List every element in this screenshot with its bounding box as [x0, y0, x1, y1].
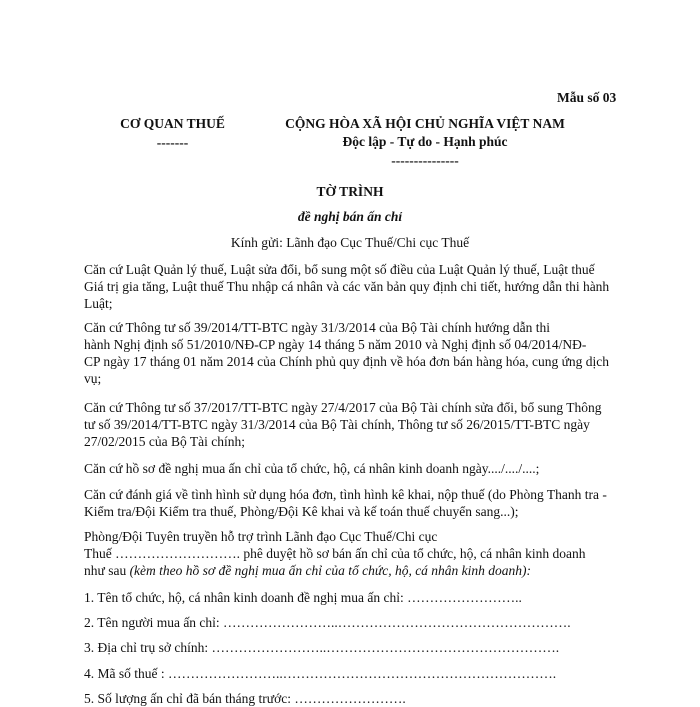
paragraph-line: Căn cứ đánh giá về tình hình sử dụng hóa đơn, tình hình kê khai, nộp thuế (do Phòng Thanh tra -: [84, 487, 607, 502]
national-motto: Độc lập - Tự do - Hạnh phúc: [342, 134, 508, 149]
paragraph-line: CP ngày 17 tháng 01 năm 2014 của Chính phủ quy định về hóa đơn bán hàng hóa, cung ứng dịch: [84, 354, 610, 369]
paragraph-line: vụ;: [84, 371, 102, 386]
agency-divider: -------: [156, 135, 189, 150]
paragraph-line-mixed: [84, 562, 618, 579]
form-number: Mẫu số 03: [557, 90, 617, 105]
paragraph-note-italic: (kèm theo hồ sơ đề nghị mua ấn chỉ của tổ chức, hộ, cá nhân kinh doanh):: [126, 563, 532, 578]
paragraph-submission: [84, 528, 618, 579]
paragraph-legal-basis-1: [84, 261, 618, 312]
paragraph-application-file: [84, 460, 618, 477]
paragraph-line: Thuế ………………………. phê duyệt hồ sơ bán ấn chỉ của tổ chức, hộ, cá nhân kinh doanh: [84, 546, 586, 561]
paragraph-line: tư số 39/2014/TT-BTC ngày 31/3/2014 của Bộ Tài chính, Thông tư số 26/2015/TT-BTC ngày: [84, 417, 590, 432]
field-business-name: 1. Tên tổ chức, hộ, cá nhân kinh doanh đề nghị mua ấn chỉ: ……………………..: [84, 590, 522, 605]
paragraph-line: Giá trị gia tăng, Luật thuế Thu nhập cá nhân và các văn bản quy định chi tiết, hướng dẫn thi hành: [84, 279, 610, 294]
paragraph-line: Căn cứ hồ sơ đề nghị mua ấn chỉ của tổ chức, hộ, cá nhân kinh doanh ngày..../..../....;: [84, 461, 540, 476]
field-head-office-address: 3. Địa chỉ trụ sở chính: ……………………..…………………………………………….: [84, 640, 560, 655]
paragraph-line: Phòng/Đội Tuyên truyền hỗ trợ trình Lãnh đạo Cục Thuế/Chi cục: [84, 529, 438, 544]
motto-divider: ---------------: [391, 153, 459, 168]
paragraph-line: 27/02/2015 của Bộ Tài chính;: [84, 434, 245, 449]
paragraph-line: Căn cứ Luật Quản lý thuế, Luật sửa đổi, bổ sung một số điều của Luật Quản lý thuế, Luật thuế: [84, 262, 595, 277]
paragraph-evaluation: [84, 486, 618, 520]
agency-name: CƠ QUAN THUẾ: [120, 116, 225, 131]
paragraph-line: Căn cứ Thông tư số 37/2017/TT-BTC ngày 27/4/2017 của Bộ Tài chính sửa đổi, bổ sung Thông: [84, 400, 602, 415]
document-subtitle: đề nghị bán ấn chỉ: [297, 209, 403, 224]
field-previous-month-quantity: 5. Số lượng ấn chỉ đã bán tháng trước: …………………….: [84, 691, 406, 706]
national-title: CỘNG HÒA XÃ HỘI CHỦ NGHĨA VIỆT NAM: [285, 116, 565, 131]
paragraph-text: như sau: [84, 563, 127, 578]
field-tax-code: 4. Mã số thuế : ……………………..…………………………………………………….: [84, 666, 557, 681]
field-buyer-name: 2. Tên người mua ấn chỉ: ……………………..…………………………………………….: [84, 615, 571, 630]
paragraph-line: Căn cứ Thông tư số 39/2014/TT-BTC ngày 31/3/2014 của Bộ Tài chính hướng dẫn thi: [84, 320, 551, 335]
paragraph-line: Luật;: [84, 296, 113, 311]
paragraph-legal-basis-2: [84, 319, 618, 387]
paragraph-line: Kiểm tra/Đội Kiểm tra thuế, Phòng/Đội Kê khai và kế toán thuế chuyển sang...);: [84, 504, 519, 519]
addressee-line: Kính gửi: Lãnh đạo Cục Thuế/Chi cục Thuế: [230, 235, 470, 250]
document-title: TỜ TRÌNH: [316, 184, 384, 199]
paragraph-line: hành Nghị định số 51/2010/NĐ-CP ngày 14 tháng 5 năm 2010 và Nghị định số 04/2014/NĐ-: [84, 337, 587, 352]
paragraph-legal-basis-3: [84, 399, 618, 450]
